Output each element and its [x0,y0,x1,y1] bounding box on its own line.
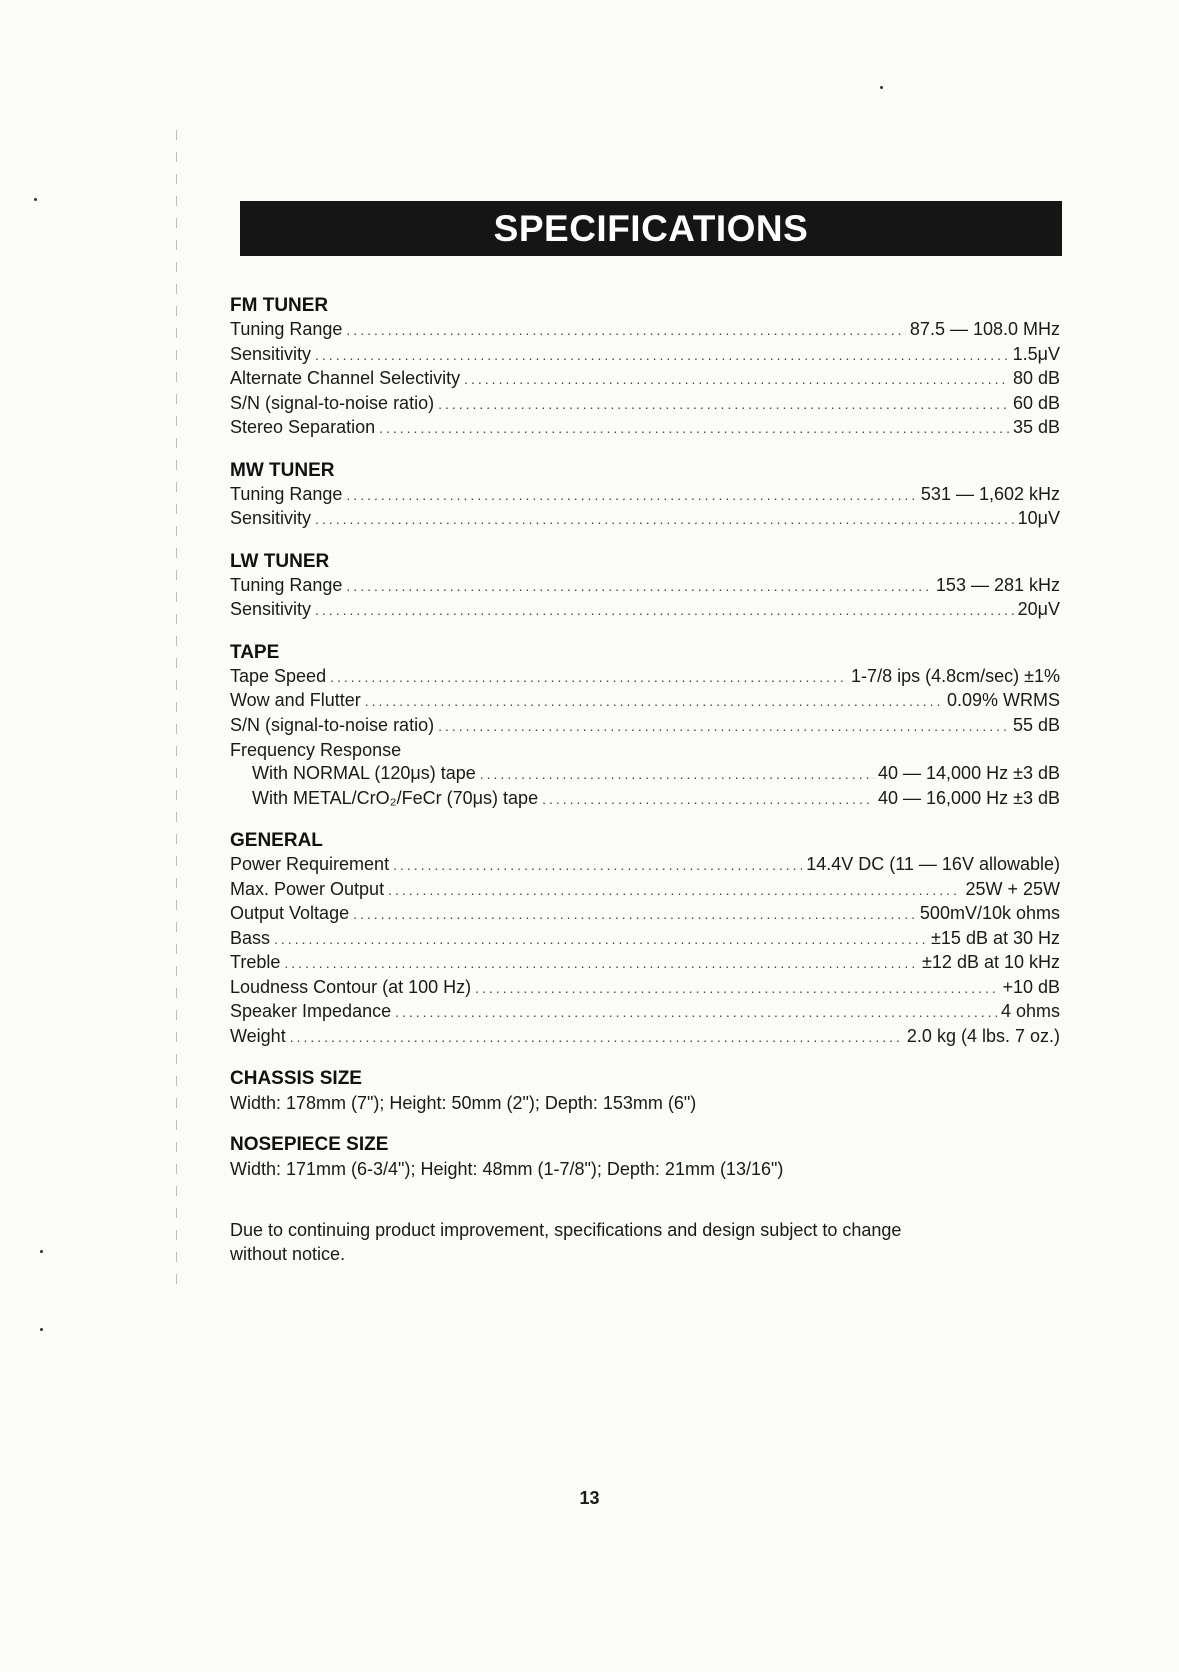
spec-value: 35 dB [1012,417,1060,437]
dot-leader [542,788,874,812]
spec-row [230,1025,1060,1050]
notice-line: Due to continuing product improvement, specifications and design subject to change [230,1220,902,1240]
dot-leader [388,879,961,903]
spec-label: With NORMAL (120μs) tape [252,763,476,783]
lw-tuner-section [230,550,1060,623]
spec-row [230,878,1060,903]
spec-value: 1-7/8 ips (4.8cm/sec) ±1% [851,665,1060,686]
dot-leader [379,417,1009,441]
spec-label: Speaker Impedance [230,1001,392,1021]
spec-value: 153 — 281 kHz [935,574,1060,595]
change-notice [230,1218,1060,1266]
notice-line: without notice. [230,1244,346,1264]
dot-leader [274,928,927,952]
dot-leader [353,903,916,927]
dot-leader [284,952,918,976]
dot-leader [346,575,932,599]
spec-row [230,714,1060,739]
spec-value: +10 dB [1002,976,1060,997]
spec-row [230,598,1060,623]
spec-row [230,787,1060,812]
spec-row [230,689,1060,714]
spec-row [230,343,1060,368]
general-section [230,829,1060,1049]
section-title: CHASSIS SIZE [230,1068,362,1089]
spec-row [230,902,1060,927]
spec-value: 20μV [1017,599,1060,619]
spec-label: Tuning Range [230,483,343,504]
spec-value: 1.5μV [1012,343,1060,364]
spec-label: Tuning Range [230,574,343,595]
spec-label: Sensitivity [230,599,312,619]
nosepiece-dimensions: Width: 171mm (6-3/4"); Height: 48mm (1-7/8"); Depth: 21mm (13/16") [230,1159,784,1179]
spec-label: Weight [230,1025,286,1046]
spec-value: 40 — 16,000 Hz ±3 dB [878,787,1060,808]
spec-row [230,367,1060,392]
section-title: LW TUNER [230,550,330,572]
fm-tuner-section [230,294,1060,441]
spec-label: Bass [230,927,271,948]
section-title: TAPE [230,641,280,663]
spec-value: 87.5 — 108.0 MHz [909,319,1060,339]
dot-leader [315,508,1014,532]
specifications-header-bar [240,201,1062,256]
section-title: FM TUNER [230,295,329,316]
spec-row [230,416,1060,441]
spec-value: 55 dB [1012,714,1060,735]
dot-leader [480,763,874,787]
spec-label: Power Requirement [230,854,390,874]
spec-label: Alternate Channel Selectivity [230,368,461,388]
spec-row [230,318,1060,343]
spec-value: 0.09% WRMS [946,690,1060,710]
dot-leader [290,1026,903,1050]
dot-leader [330,666,847,690]
scan-speck [880,86,883,89]
spec-row [230,392,1060,417]
dot-leader [346,484,917,508]
spec-label: S/N (signal-to-noise ratio) [230,392,435,413]
section-title: GENERAL [230,830,323,851]
dot-leader [438,393,1009,417]
spec-value: 25W + 25W [965,878,1060,899]
spec-label: Output Voltage [230,903,350,923]
spec-label: S/N (signal-to-noise ratio) [230,714,435,735]
spec-label: Sensitivity [230,508,312,528]
spec-value: 2.0 kg (4 lbs. 7 oz.) [906,1025,1060,1046]
dot-leader [395,1001,997,1025]
spec-value: 10μV [1017,508,1060,528]
dot-leader [438,715,1009,739]
scan-speck [40,1250,43,1253]
spec-row [230,927,1060,952]
spec-value: 40 — 14,000 Hz ±3 dB [878,763,1060,783]
spec-value: 531 — 1,602 kHz [920,483,1060,504]
spec-label: Max. Power Output [230,878,385,899]
spec-label: With METAL/CrO₂/FeCr (70μs) tape [252,787,539,808]
section-title: NOSEPIECE SIZE [230,1134,389,1155]
page-title: SPECIFICATIONS [493,207,809,249]
binding-margin-line [176,130,177,1290]
spec-row [230,951,1060,976]
spec-value: ±15 dB at 30 Hz [931,927,1060,948]
spec-label: Treble [230,952,281,972]
spec-value: ±12 dB at 10 kHz [922,952,1060,972]
dot-leader [346,319,906,343]
tape-section [230,641,1060,812]
dot-leader [475,977,998,1001]
chassis-dimensions: Width: 178mm (7"); Height: 50mm (2"); Depth: 153mm (6") [230,1093,697,1113]
frequency-response-heading: Frequency Response [230,740,402,760]
dot-leader [365,690,943,714]
spec-row [230,853,1060,878]
spec-label: Wow and Flutter [230,690,361,710]
spec-value: 500mV/10k ohms [919,903,1060,923]
spec-row [230,762,1060,787]
spec-value: 80 dB [1012,368,1060,388]
dot-leader [464,368,1009,392]
spec-row [230,665,1060,690]
spec-label: Tape Speed [230,665,327,686]
dot-leader [393,854,802,878]
spec-row [230,483,1060,508]
scan-speck [34,198,37,201]
spec-label: Tuning Range [230,319,343,339]
spec-row [230,976,1060,1001]
nosepiece-size-section [230,1133,1060,1181]
spec-label: Sensitivity [230,343,312,364]
spec-row [230,574,1060,599]
spec-value: 14.4V DC (11 — 16V allowable) [806,854,1060,874]
chassis-size-section [230,1067,1060,1115]
spec-value: 4 ohms [1000,1001,1060,1021]
section-title: MW TUNER [230,459,335,481]
dot-leader [315,599,1014,623]
spec-row [230,1000,1060,1025]
mw-tuner-section [230,459,1060,532]
spec-row [230,507,1060,532]
spec-value: 60 dB [1012,392,1060,413]
scan-speck [40,1328,43,1331]
spec-label: Loudness Contour (at 100 Hz) [230,976,472,997]
dot-leader [315,344,1009,368]
page-number: 13 [579,1488,600,1508]
specifications-list [230,294,1060,1199]
spec-label: Stereo Separation [230,417,376,437]
